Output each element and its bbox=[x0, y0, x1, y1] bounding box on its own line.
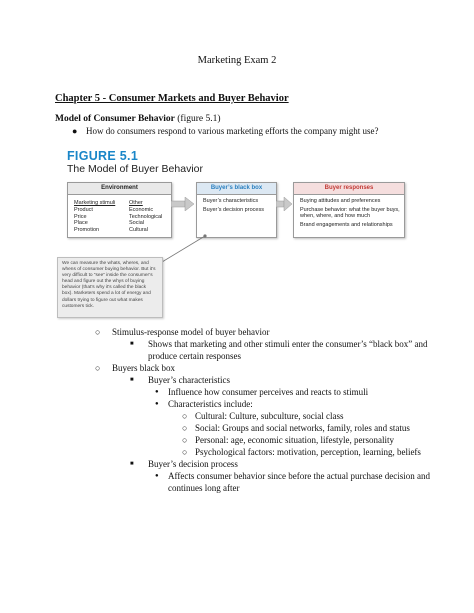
other-stimuli-heading: Other bbox=[129, 200, 143, 206]
bullet-marker: ● bbox=[155, 389, 159, 395]
environment-header: Environment bbox=[68, 183, 171, 195]
callout-pointer-line bbox=[160, 232, 210, 264]
outline-item: Stimulus-response model of buyer behavior bbox=[112, 327, 270, 337]
black-box-items bbox=[203, 198, 272, 215]
outline-item: produce certain responses bbox=[148, 351, 241, 361]
square-marker: ■ bbox=[130, 377, 134, 383]
environment-box bbox=[67, 182, 172, 238]
circle-marker: ○ bbox=[182, 423, 188, 433]
bullet-marker: ● bbox=[155, 401, 159, 407]
question-bullet bbox=[72, 126, 379, 136]
stimulus-item: Economic bbox=[129, 206, 154, 213]
bullet-marker: ● bbox=[155, 473, 159, 479]
buyer-responses-items bbox=[300, 198, 400, 230]
bullet-marker: ● bbox=[72, 126, 78, 136]
stimulus-item: Cultural bbox=[129, 227, 148, 234]
stimulus-item: Price bbox=[74, 213, 87, 220]
question-text: How do consumers respond to various marketing efforts the company might use? bbox=[86, 126, 379, 136]
marketing-stimuli-heading: Marketing stimuli bbox=[74, 200, 116, 206]
square-marker: ■ bbox=[130, 341, 134, 347]
arrow-right-icon bbox=[276, 197, 293, 211]
model-heading bbox=[55, 114, 221, 124]
response-item: Buying attitudes and preferences bbox=[300, 198, 381, 204]
arrow-right-icon bbox=[171, 197, 195, 211]
outline-item: continues long after bbox=[168, 483, 240, 493]
circle-marker: ○ bbox=[95, 327, 101, 337]
stimulus-item: Product bbox=[74, 206, 93, 213]
outline-item: Personal: age, economic situation, lifestyle, personality bbox=[195, 435, 394, 445]
circle-marker: ○ bbox=[182, 435, 188, 445]
figure-number: FIGURE 5.1 bbox=[67, 149, 139, 163]
response-item: Brand engagements and relationships bbox=[300, 221, 393, 228]
square-marker: ■ bbox=[130, 461, 134, 467]
outline-item: Psychological factors: motivation, perception, learning, beliefs bbox=[195, 447, 421, 457]
black-box bbox=[196, 182, 277, 238]
other-stimuli-column bbox=[129, 200, 162, 234]
black-box-item: Buyer’s decision process bbox=[203, 206, 264, 213]
outline-item: Shows that marketing and other stimuli enter the consumer’s “black box” and bbox=[148, 339, 428, 349]
circle-marker: ○ bbox=[95, 363, 101, 373]
buyer-responses-header: Buyer responses bbox=[294, 183, 404, 195]
chapter-heading: Chapter 5 - Consumer Markets and Buyer Behavior bbox=[55, 93, 289, 104]
model-label: Model of Consumer Behavior bbox=[55, 114, 175, 124]
marketing-stimuli-column bbox=[74, 200, 115, 234]
outline-item: Buyer’s decision process bbox=[148, 459, 238, 469]
outline-item: Affects consumer behavior since before the actual purchase decision and bbox=[168, 471, 430, 481]
stimulus-item: Technological bbox=[129, 213, 163, 220]
outline-item: Social: Groups and social networks, family, roles and status bbox=[195, 423, 410, 433]
response-item: Purchase behavior: what the buyer buys, when, where, and how much bbox=[300, 206, 400, 220]
stimulus-item: Place bbox=[74, 220, 88, 227]
outline-item: Influence how consumer perceives and reacts to stimuli bbox=[168, 387, 369, 397]
stimulus-item: Promotion bbox=[74, 227, 100, 234]
outline-item: Buyer’s characteristics bbox=[148, 375, 231, 385]
outline-item: Buyers black box bbox=[112, 363, 175, 373]
black-box-item: Buyer’s characteristics bbox=[203, 198, 259, 204]
outline-item: Cultural: Culture, subculture, social class bbox=[195, 411, 344, 421]
black-box-header: Buyer’s black box bbox=[197, 183, 276, 195]
circle-marker: ○ bbox=[182, 411, 188, 421]
circle-marker: ○ bbox=[182, 447, 188, 457]
figure-reference: (figure 5.1) bbox=[174, 114, 221, 124]
document-title: Marketing Exam 2 bbox=[197, 55, 277, 66]
figure-title: The Model of Buyer Behavior bbox=[67, 163, 203, 175]
outline-item: Characteristics include: bbox=[168, 399, 253, 409]
callout-note: We can measure the whats, wheres, and whens of consumer buying behavior. But it’s very difficult to “see” inside the consumer’s head and figure out the whys of buying behavior (that’s why it’s called the black box). Marketers spend a lot of energy and dollars trying to figure out what makes customers tick. bbox=[57, 257, 163, 318]
stimulus-item: Social bbox=[129, 220, 144, 227]
buyer-responses-box bbox=[293, 182, 405, 238]
